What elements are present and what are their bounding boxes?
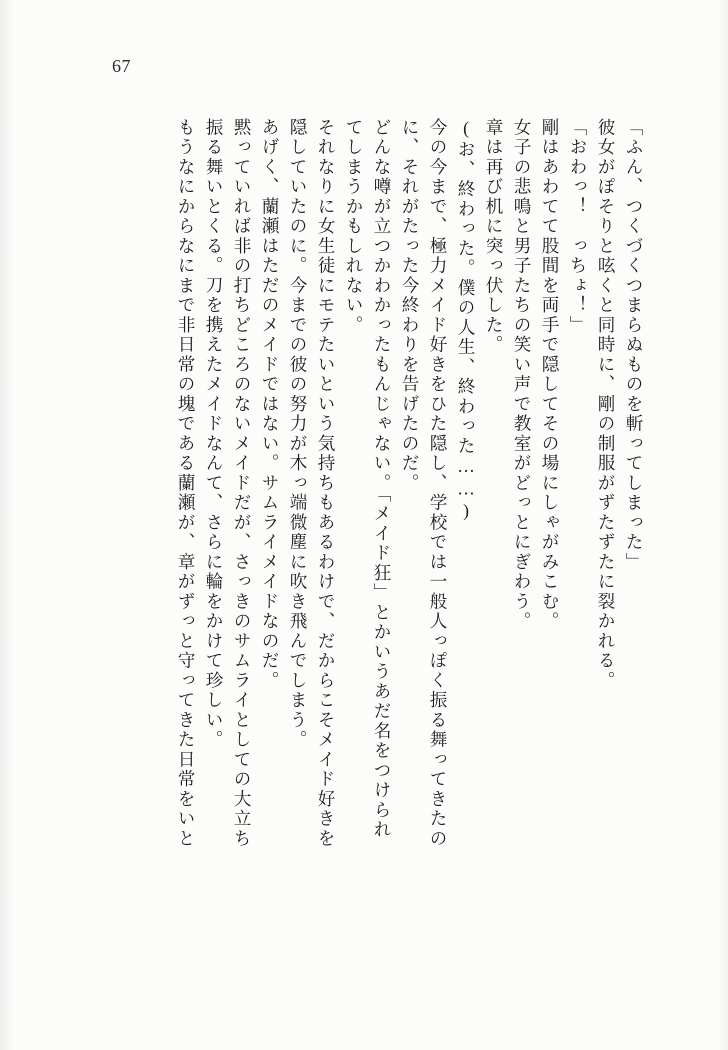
text-column: 章は再び机に突っ伏した。: [484, 118, 504, 355]
paper-edge-left: [0, 0, 14, 1050]
text-column: 女子の悲鳴と男子たちの笑い声で教室がどっとにぎわう。: [512, 118, 532, 632]
text-column: に、それがたった今終わりを告げたのだ。: [400, 118, 420, 494]
text-column: それなりに女生徒にモテたいという気持ちもあるわけで、だからこそメイド好きを: [316, 118, 336, 849]
text-column: てしまうかもしれない。: [344, 118, 364, 336]
text-column: 隠していたのに。今までの彼の努力が木っ端微塵に吹き飛んでしまう。: [288, 118, 308, 750]
text-column: 「ふん、つくづくつまらぬものを斬ってしまった」: [624, 118, 644, 573]
text-column: どんな噂が立つかわかったもんじゃない。「メイド狂」とかいうあだ名をつけられ: [372, 118, 392, 840]
text-column: (お、終わった。僕の人生、終わった……): [456, 118, 476, 523]
paper-edge-right: [718, 0, 728, 1050]
text-column: 黙っていれば非の打ちどころのないメイドだが、さっきのサムライとしての大立ち: [232, 118, 252, 849]
text-column: 振る舞いとくる。刀を携えたメイドなんて、さらに輪をかけて珍しい。: [204, 118, 224, 750]
text-column: 今の今まで、極力メイド好きをひた隠し、学校では一般人っぽく振る舞ってきたの: [428, 118, 448, 849]
text-column: あげく、蘭瀬はただのメイドではない。サムライメイドなのだ。: [260, 118, 280, 691]
text-column: 「おわっ！ っちょ！」: [568, 118, 588, 336]
text-column: もうなにからなにまで非日常の塊である蘭瀬が、章がずっと守ってきた日常をいと: [176, 118, 196, 849]
page-number: 67: [112, 56, 131, 76]
body-text: [166, 118, 642, 953]
text-column: 剛はあわてて股間を両手で隠してその場にしゃがみこむ。: [540, 118, 560, 632]
text-column: 彼女がぽそりと呟くと同時に、剛の制服がずたずたに裂かれる。: [596, 118, 616, 691]
